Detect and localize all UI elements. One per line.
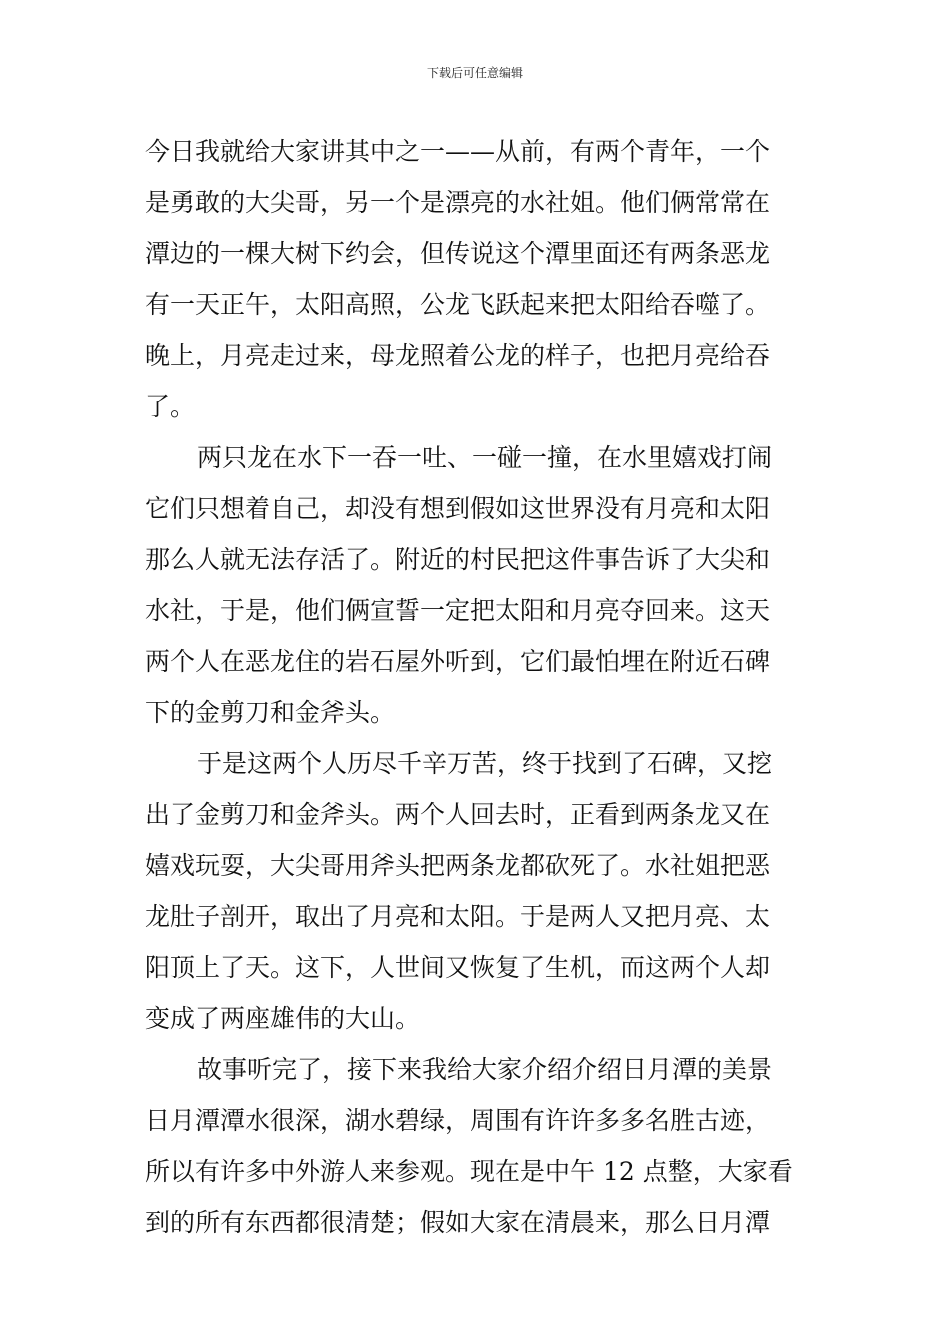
text-line: 今日我就给大家讲其中之一——从前，有两个青年，一个 (145, 137, 771, 166)
text-line: 日月潭潭水很深，湖水碧绿，周围有许许多多名胜古迹， (145, 1106, 771, 1135)
text-line: 故事听完了，接下来我给大家介绍介绍日月潭的美景 (197, 1055, 773, 1084)
text-line: 是勇敢的大尖哥，另一个是漂亮的水社姐。他们俩常常在 (145, 188, 771, 217)
text-line: 阳顶上了天。这下，人世间又恢复了生机，而这两个人却 (145, 953, 771, 982)
text-line: 两个人在恶龙住的岩石屋外听到，它们最怕埋在附近石碑 (145, 647, 771, 676)
text-line: 晚上，月亮走过来，母龙照着公龙的样子，也把月亮给吞 (145, 341, 771, 370)
text-line: 嬉戏玩耍，大尖哥用斧头把两条龙都砍死了。水社姐把恶 (145, 851, 771, 880)
text-line: 有一天正午，太阳高照，公龙飞跃起来把太阳给吞噬了。 (145, 290, 771, 319)
text-line: 变成了两座雄伟的大山。 (145, 1004, 421, 1033)
text-line: 所以有许多中外游人来参观。现在是中午 12 点整，大家看 (145, 1157, 793, 1186)
text-line: 下的金剪刀和金斧头。 (145, 698, 396, 727)
text-line: 出了金剪刀和金斧头。两个人回去时，正看到两条龙又在 (145, 800, 771, 829)
text-line: 到的所有东西都很清楚；假如大家在清晨来，那么日月潭 (145, 1208, 771, 1237)
text-line: 那么人就无法存活了。附近的村民把这件事告诉了大尖和 (145, 545, 771, 574)
text-line: 两只龙在水下一吞一吐、一碰一撞，在水里嬉戏打闹 (197, 443, 773, 472)
text-line: 于是这两个人历尽千辛万苦，终于找到了石碑，又挖 (197, 749, 773, 778)
text-line: 它们只想着自己，却没有想到假如这世界没有月亮和太阳 (145, 494, 771, 523)
text-line: 水社，于是，他们俩宣誓一定把太阳和月亮夺回来。这天 (145, 596, 771, 625)
page-header: 下载后可任意编辑 (426, 66, 523, 80)
document-body (145, 126, 810, 1248)
text-line: 潭边的一棵大树下约会，但传说这个潭里面还有两条恶龙 (145, 239, 771, 268)
text-line: 了。 (145, 392, 196, 421)
text-line: 龙肚子剖开，取出了月亮和太阳。于是两人又把月亮、太 (145, 902, 771, 931)
